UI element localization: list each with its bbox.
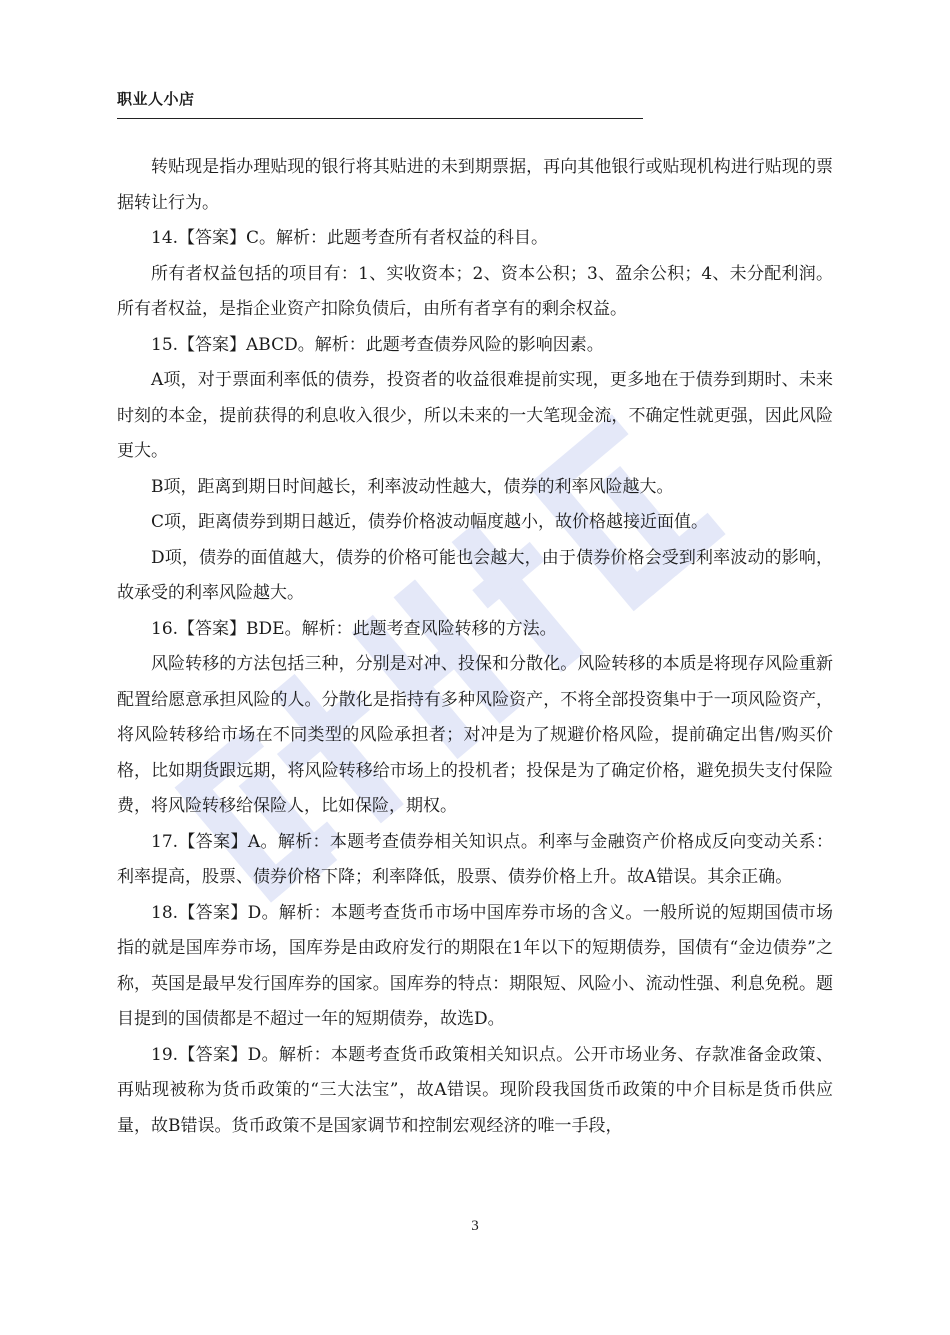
header-title: 职业人小店: [117, 90, 195, 108]
paragraph: 15.【答案】ABCD。解析：此题考查债券风险的影响因素。: [151, 334, 604, 355]
paragraph: 14.【答案】C。解析：此题考查所有者权益的科目。: [151, 228, 549, 248]
paragraph: C项，距离债券到期日越近，债券价格波动幅度越小，故价格越接近面值。: [151, 512, 709, 532]
paragraph: 所有者权益包括的项目有：1、实收资本；2、资本公积；3、盈余公积；4、未分配利润。所有者权益，是指企业资产扣除负债后，由所有者享有的剩余权益。: [117, 263, 833, 319]
paragraph: B项，距离到期日时间越长，利率波动性越大，债券的利率风险越大。: [151, 476, 674, 497]
paragraph: 17.【答案】A。解析：本题考查债券相关知识点。利率与金融资产价格成反向变动关系：利率提高，股票、债券价格下降；利率降低，股票、债券价格上升。故A错误。其余正确。: [117, 831, 833, 887]
page-header: [117, 86, 643, 119]
paragraph: A项，对于票面利率低的债券，投资者的收益很难提前实现，更多地在于债券到期时、未来时刻的本金，提前获得的利息收入很少，所以未来的一大笔现金流，不确定性就更强，因此风险更大。: [117, 370, 833, 461]
paragraph: 19.【答案】D。解析：本题考查货币政策相关知识点。公开市场业务、存款准备金政策、再贴现被称为货币政策的“三大法宝”，故A错误。现阶段我国货币政策的中介目标是货币供应量，故B错误。货币政策不是国家调节和控制宏观经济的唯一手段，: [117, 1044, 833, 1136]
paragraph: 转贴现是指办理贴现的银行将其贴进的未到期票据，再向其他银行或贴现机构进行贴现的票据转让行为。: [117, 157, 833, 213]
page-number: 3: [471, 1218, 479, 1234]
paragraph: 16.【答案】BDE。解析：此题考查风险转移的方法。: [151, 618, 557, 639]
paragraph: 风险转移的方法包括三种，分别是对冲、投保和分散化。风险转移的本质是将现存风险重新配置给愿意承担风险的人。分散化是指持有多种风险资产，不将全部投资集中于一项风险资产，将风险转移给市场在不同类型的风险承担者；对冲是为了规避价格风险，提前确定出售/购买价格，比如期货跟远期，将风险转移给市场上的投机者；投保是为了确定价格，避免损失支付保险费，将风险转移给保险人，比如保险，期权。: [117, 654, 833, 816]
paragraph: 18.【答案】D。解析：本题考查货币市场中国库券市场的含义。一般所说的短期国债市场指的就是国库券市场，国库券是由政府发行的期限在1年以下的短期债券，国债有“金边债券”之称，英国是最早发行国库券的国家。国库券的特点：期限短、风险小、流动性强、利息免税。题目提到的国债都是不超过一年的短期债券，故选D。: [117, 902, 833, 1029]
paragraph: D项，债券的面值越大，债券的价格可能也会越大，由于债券价格会受到利率波动的影响，故承受的利率风险越大。: [117, 547, 833, 603]
document-body: [117, 150, 833, 1144]
